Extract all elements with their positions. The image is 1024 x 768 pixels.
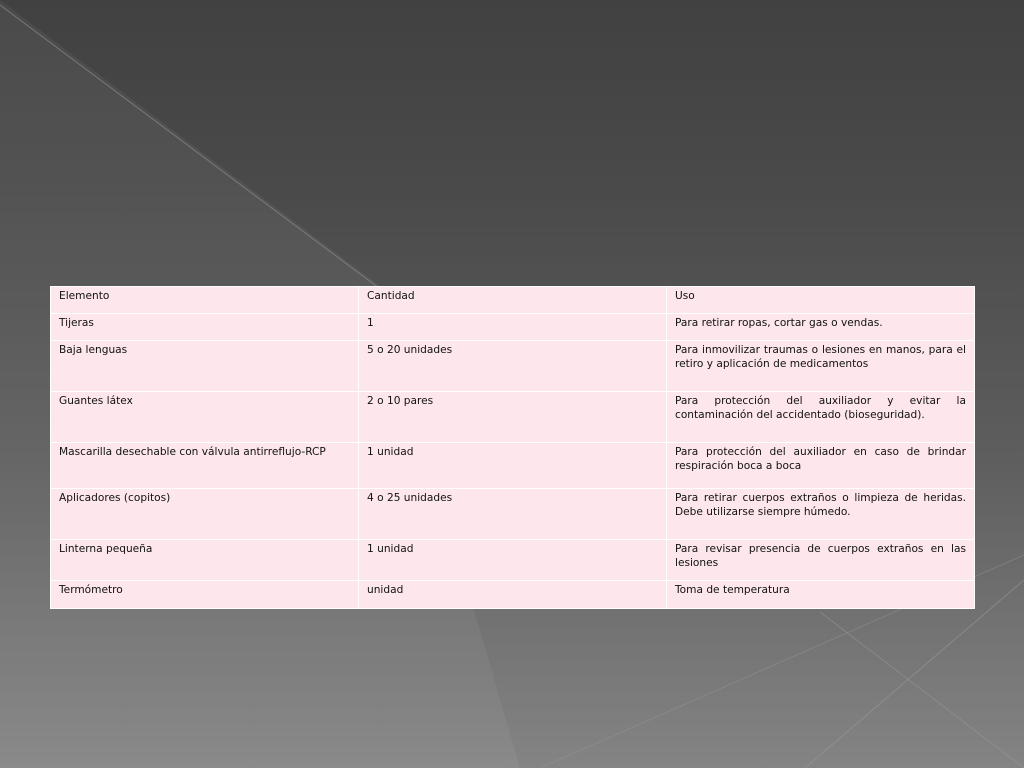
cell-uso: Para retirar cuerpos extraños o limpieza de heridas. Debe utilizarse siempre húmedo. <box>667 489 975 540</box>
table-header-row <box>51 287 975 314</box>
table-row <box>51 314 975 341</box>
header-cantidad: Cantidad <box>359 287 667 314</box>
cell-cantidad: unidad <box>359 581 667 609</box>
cell-elemento: Baja lenguas <box>51 341 359 392</box>
header-uso: Uso <box>667 287 975 314</box>
cell-elemento: Aplicadores (copitos) <box>51 489 359 540</box>
table-row <box>51 489 975 540</box>
table-row <box>51 341 975 392</box>
cell-uso: Para revisar presencia de cuerpos extraños en las lesiones <box>667 540 975 581</box>
cell-uso: Para inmovilizar traumas o lesiones en manos, para el retiro y aplicación de medicamentos <box>667 341 975 392</box>
cell-cantidad: 1 unidad <box>359 443 667 489</box>
cell-cantidad: 5 o 20 unidades <box>359 341 667 392</box>
cell-cantidad: 4 o 25 unidades <box>359 489 667 540</box>
cell-uso: Toma de temperatura <box>667 581 975 609</box>
cell-cantidad: 2 o 10 pares <box>359 392 667 443</box>
cell-elemento: Termómetro <box>51 581 359 609</box>
cell-cantidad: 1 <box>359 314 667 341</box>
cell-uso: Para retirar ropas, cortar gas o vendas. <box>667 314 975 341</box>
table-row <box>51 581 975 609</box>
cell-uso: Para protección del auxiliador y evitar la contaminación del accidentado (bioseguridad). <box>667 392 975 443</box>
table-row <box>51 392 975 443</box>
supplies-table <box>50 286 975 609</box>
cell-cantidad: 1 unidad <box>359 540 667 581</box>
table-row <box>51 443 975 489</box>
cell-uso: Para protección del auxiliador en caso de brindar respiración boca a boca <box>667 443 975 489</box>
table-row <box>51 540 975 581</box>
cell-elemento: Guantes látex <box>51 392 359 443</box>
header-elemento: Elemento <box>51 287 359 314</box>
cell-elemento: Linterna pequeña <box>51 540 359 581</box>
cell-elemento: Tijeras <box>51 314 359 341</box>
cell-elemento: Mascarilla desechable con válvula antirreflujo-RCP <box>51 443 359 489</box>
supplies-table-container <box>50 286 974 609</box>
